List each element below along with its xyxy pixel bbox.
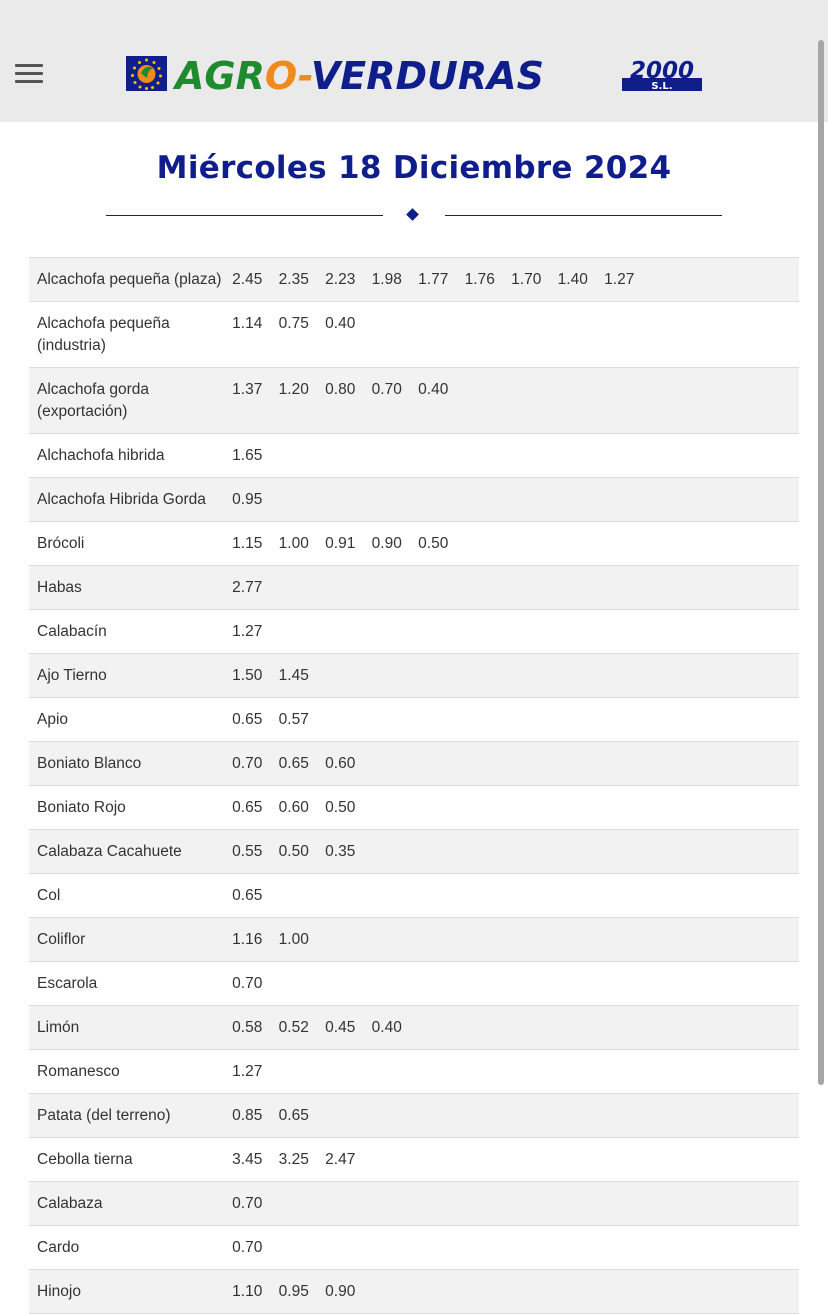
product-name: Hinojo xyxy=(37,1283,81,1300)
price-cell: 1.76 xyxy=(464,271,495,288)
page-title: Miércoles 18 Diciembre 2024 xyxy=(156,150,672,186)
price-cell: 0.70 xyxy=(232,1195,263,1212)
product-name: Apio xyxy=(37,711,69,728)
price-cell: 1.27 xyxy=(232,1063,263,1080)
price-cell: 2.45 xyxy=(232,271,263,288)
product-name: Coliflor xyxy=(37,931,86,948)
price-cell: 3.25 xyxy=(278,1151,309,1168)
brand-suffix: S.L. xyxy=(651,81,673,92)
table-row xyxy=(29,302,799,368)
price-cell: 0.50 xyxy=(418,535,449,552)
price-cell: 0.70 xyxy=(371,381,402,398)
price-cell: 1.10 xyxy=(232,1283,263,1300)
product-name: Limón xyxy=(37,1019,80,1036)
price-cell: 3.45 xyxy=(232,1151,263,1168)
price-cell: 1.77 xyxy=(418,271,449,288)
price-cell: 1.14 xyxy=(232,315,263,332)
product-name: Alcachofa pequeña (industria) xyxy=(37,315,170,354)
table-row xyxy=(29,1094,799,1138)
price-cell: 1.27 xyxy=(232,623,263,640)
price-cell: 0.90 xyxy=(325,1283,356,1300)
price-cell: 0.55 xyxy=(232,843,263,860)
price-cell: 0.70 xyxy=(232,975,263,992)
price-cell: 1.16 xyxy=(232,931,263,948)
price-cell: 0.85 xyxy=(232,1107,263,1124)
product-name: Calabaza Cacahuete xyxy=(37,843,182,860)
product-name: Boniato Blanco xyxy=(37,755,142,772)
price-cell: 0.40 xyxy=(371,1019,402,1036)
diamond-icon xyxy=(406,208,419,221)
price-cell: 0.40 xyxy=(418,381,449,398)
price-cell: 0.75 xyxy=(278,315,309,332)
divider-line-left xyxy=(106,215,383,216)
price-cell: 1.00 xyxy=(278,931,309,948)
product-name: Habas xyxy=(37,579,82,596)
product-name: Alcachofa gorda (exportación) xyxy=(37,381,150,420)
price-cell: 1.40 xyxy=(557,271,588,288)
price-cell: 2.77 xyxy=(232,579,263,596)
price-cell: 0.80 xyxy=(325,381,356,398)
table-row xyxy=(29,1182,799,1226)
price-cell: 1.65 xyxy=(232,447,263,464)
price-cell: 1.50 xyxy=(232,667,263,684)
price-cell: 0.95 xyxy=(232,491,263,508)
table-row xyxy=(29,258,799,302)
product-name: Alcachofa pequeña (plaza) xyxy=(37,271,222,288)
price-cell: 2.35 xyxy=(278,271,309,288)
table-row xyxy=(29,368,799,434)
table-row xyxy=(29,1226,799,1270)
table-row xyxy=(29,874,799,918)
table-row xyxy=(29,1006,799,1050)
brand-logo[interactable] xyxy=(126,52,704,94)
table-row xyxy=(29,522,799,566)
site-header xyxy=(0,0,828,122)
table-row xyxy=(29,742,799,786)
table-row xyxy=(29,830,799,874)
price-cell: 1.20 xyxy=(278,381,309,398)
product-name: Romanesco xyxy=(37,1063,120,1080)
table-row xyxy=(29,610,799,654)
brand-year: 2000 xyxy=(629,58,695,84)
product-name: Calabacín xyxy=(37,623,107,640)
price-cell: 1.45 xyxy=(278,667,309,684)
price-cell: 0.58 xyxy=(232,1019,263,1036)
price-table xyxy=(29,257,799,1314)
price-cell: 1.98 xyxy=(371,271,402,288)
price-cell: 1.00 xyxy=(278,535,309,552)
product-name: Cardo xyxy=(37,1239,80,1256)
product-name: Calabaza xyxy=(37,1195,103,1212)
product-name: Escarola xyxy=(37,975,98,992)
price-cell: 0.35 xyxy=(325,843,356,860)
product-name: Alcachofa Hibrida Gorda xyxy=(37,491,206,508)
product-name: Ajo Tierno xyxy=(37,667,107,684)
table-row xyxy=(29,962,799,1006)
product-name: Patata (del terreno) xyxy=(37,1107,171,1124)
table-row xyxy=(29,918,799,962)
product-name: Boniato Rojo xyxy=(37,799,126,816)
price-cell: 0.60 xyxy=(278,799,309,816)
price-cell: 0.60 xyxy=(325,755,356,772)
price-cell: 0.65 xyxy=(232,887,263,904)
table-row xyxy=(29,1138,799,1182)
price-cell: 2.47 xyxy=(325,1151,356,1168)
table-row xyxy=(29,1270,799,1314)
price-cell: 0.57 xyxy=(278,711,309,728)
product-name: Col xyxy=(37,887,61,904)
price-cell: 1.27 xyxy=(604,271,635,288)
product-name: Brócoli xyxy=(37,535,85,552)
hamburger-menu-icon[interactable] xyxy=(15,64,43,84)
price-cell: 0.45 xyxy=(325,1019,356,1036)
table-row xyxy=(29,434,799,478)
price-cell: 0.52 xyxy=(278,1019,309,1036)
product-name: Alchachofa hibrida xyxy=(37,447,165,464)
table-row xyxy=(29,1050,799,1094)
title-divider xyxy=(106,207,722,225)
price-cell: 0.65 xyxy=(278,1107,309,1124)
price-cell: 0.95 xyxy=(278,1283,309,1300)
price-cell: 0.70 xyxy=(232,755,263,772)
divider-line-right xyxy=(445,215,722,216)
price-cell: 2.23 xyxy=(325,271,356,288)
table-row xyxy=(29,698,799,742)
price-cell: 1.70 xyxy=(511,271,542,288)
price-cell: 0.50 xyxy=(278,843,309,860)
price-cell: 0.50 xyxy=(325,799,356,816)
price-cell: 1.15 xyxy=(232,535,263,552)
price-cell: 0.65 xyxy=(278,755,309,772)
table-row xyxy=(29,478,799,522)
table-row xyxy=(29,654,799,698)
price-cell: 0.70 xyxy=(232,1239,263,1256)
price-cell: 0.90 xyxy=(371,535,402,552)
scrollbar[interactable] xyxy=(818,40,824,1085)
price-cell: 1.37 xyxy=(232,381,263,398)
price-cell: 0.65 xyxy=(232,799,263,816)
price-cell: 0.91 xyxy=(325,535,356,552)
table-row xyxy=(29,786,799,830)
table-row xyxy=(29,566,799,610)
price-cell: 0.65 xyxy=(232,711,263,728)
price-cell: 0.40 xyxy=(325,315,356,332)
brand-name: AGRO-VERDURAS xyxy=(175,54,544,94)
product-name: Cebolla tierna xyxy=(37,1151,133,1168)
